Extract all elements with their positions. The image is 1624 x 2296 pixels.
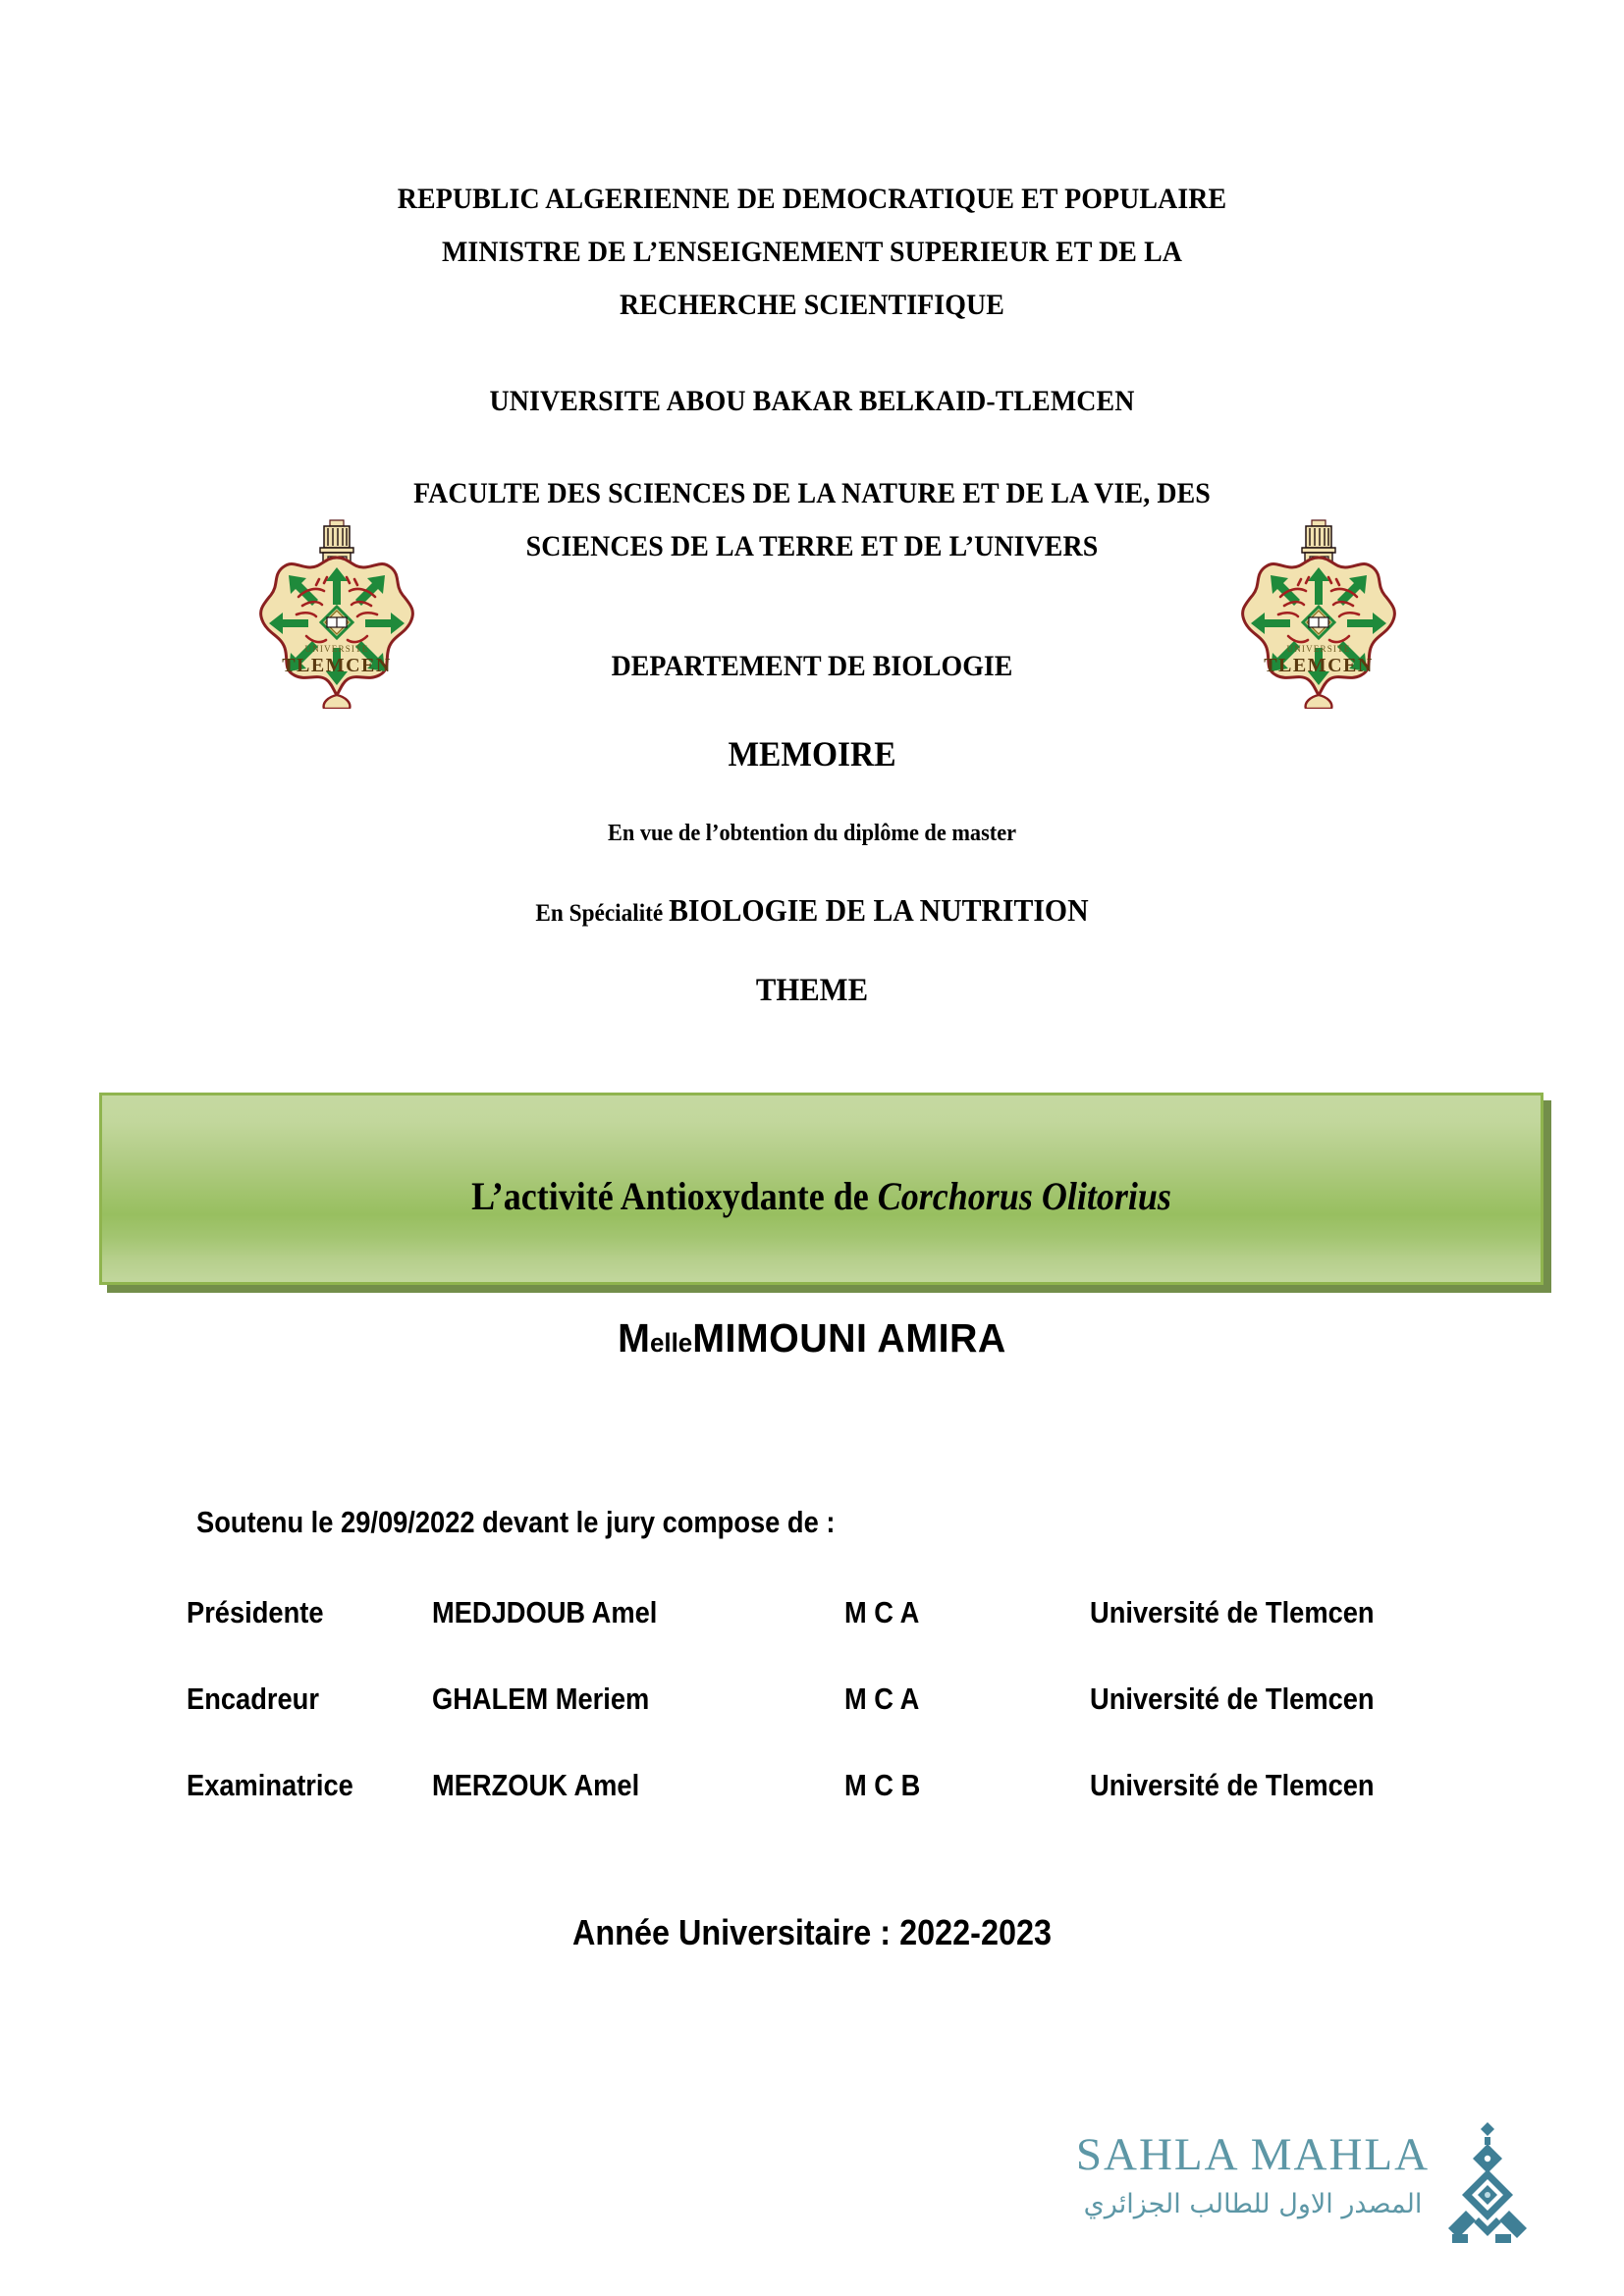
- theme-label: THEME: [755, 973, 869, 1008]
- faculty-line-1: FACULTE DES SCIENCES DE LA NATURE ET DE LA VIE, DES: [413, 477, 1211, 509]
- degree-info-block: [0, 643, 1624, 1013]
- republic-line: REPUBLIC ALGERIENNE DE DEMOCRATIQUE ET POPULAIRE: [397, 183, 1227, 215]
- author-honorific-suffix: elle: [649, 1328, 693, 1358]
- svg-text:UNIVERSITE: UNIVERSITE: [1286, 644, 1351, 654]
- jury-intro-line: Soutenu le 29/09/2022 devant le jury compose de :: [196, 1505, 836, 1539]
- svg-text:TLEMCEN: TLEMCEN: [282, 655, 392, 676]
- thesis-title-species: Corchorus Olitorius: [877, 1173, 1171, 1218]
- speciality-value: BIOLOGIE DE LA NUTRITION: [669, 892, 1089, 928]
- jury-grade: M C A: [844, 1595, 920, 1629]
- jury-member-name: GHALEM Meriem: [432, 1682, 650, 1716]
- banner-body: [99, 1093, 1543, 1285]
- department-line: DEPARTEMENT DE BIOLOGIE: [611, 650, 1013, 682]
- ministry-line-2: RECHERCHE SCIENTIFIQUE: [620, 289, 1004, 321]
- thesis-title-prefix: L’activité Antioxydante de: [471, 1173, 878, 1218]
- author-line: [32, 1315, 1592, 1362]
- author-honorific: M: [618, 1315, 650, 1361]
- speciality-line: [57, 888, 1567, 938]
- sahla-mahla-watermark: [1065, 2120, 1527, 2258]
- table-row: [187, 1682, 1453, 1768]
- table-row: [187, 1595, 1453, 1682]
- sahla-mahla-brand: SAHLA MAHLA: [1075, 2129, 1431, 2180]
- svg-text:TLEMCEN: TLEMCEN: [1264, 655, 1374, 676]
- jury-role: Examinatrice: [187, 1768, 353, 1802]
- thesis-title-banner: [99, 1093, 1543, 1285]
- jury-role: Présidente: [187, 1595, 324, 1629]
- author-name: MIMOUNI AMIRA: [692, 1315, 1006, 1361]
- ministry-line-1: MINISTRE DE L’ENSEIGNEMENT SUPERIEUR ET DE LA: [441, 236, 1183, 268]
- jury-table: [187, 1595, 1453, 1854]
- jury-member-name: MEDJDOUB Amel: [432, 1595, 658, 1629]
- jury-member-name: MERZOUK Amel: [432, 1768, 640, 1802]
- purpose-line: En vue de l’obtention du diplôme de master: [607, 821, 1017, 846]
- university-line: UNIVERSITE ABOU BAKAR BELKAID-TLEMCEN: [489, 385, 1135, 417]
- jury-grade: M C A: [844, 1682, 920, 1716]
- jury-role: Encadreur: [187, 1682, 319, 1716]
- memoire-heading: MEMOIRE: [728, 734, 896, 774]
- sahla-mahla-ornament-icon: [1436, 2120, 1527, 2250]
- speciality-prefix: En Spécialité: [535, 900, 670, 927]
- jury-grade: M C B: [844, 1768, 921, 1802]
- svg-text:UNIVERSITE: UNIVERSITE: [304, 644, 369, 654]
- jury-affiliation: Université de Tlemcen: [1090, 1595, 1375, 1629]
- jury-affiliation: Université de Tlemcen: [1090, 1768, 1375, 1802]
- faculty-line-2: SCIENCES DE LA TERRE ET DE L’UNIVERS: [525, 530, 1099, 562]
- thesis-title: [174, 1159, 1469, 1219]
- sahla-mahla-tagline: المصدر الاول للطالب الجزائري: [1083, 2189, 1423, 2219]
- table-row: [187, 1768, 1453, 1854]
- jury-affiliation: Université de Tlemcen: [1090, 1682, 1375, 1716]
- academic-year: Année Universitaire : 2022-2023: [571, 1912, 1053, 1952]
